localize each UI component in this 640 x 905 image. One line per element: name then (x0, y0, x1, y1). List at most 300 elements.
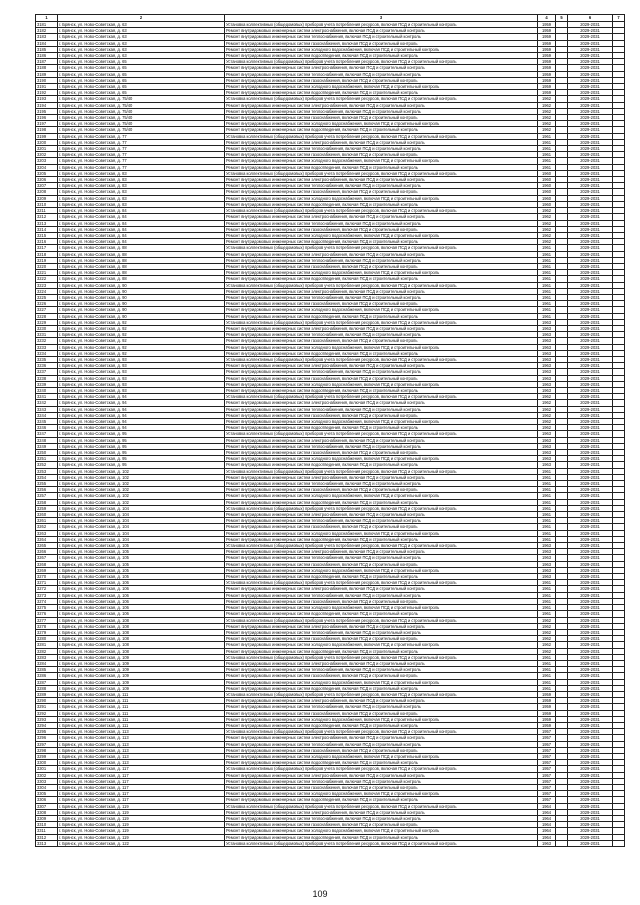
row-number-cell: 3237 (36, 369, 58, 375)
year-cell: 1959 (538, 716, 556, 722)
period-cell: 2029-2031 (568, 481, 613, 487)
address-cell: г. Брянск, ул. Ново-Советская, д. 104 (58, 512, 225, 518)
work-type-cell: Ремонт внутридомовых инженерных систем водоотведения, включая ПСД и строительный контроль (225, 425, 538, 431)
work-type-cell: Ремонт внутридомовых инженерных систем электроснабжения, включая ПСД и строительный контроль (225, 772, 538, 778)
year-cell: 1963 (538, 369, 556, 375)
row-number-cell: 3250 (36, 450, 58, 456)
row-number-cell: 3264 (36, 536, 58, 542)
address-cell: г. Брянск, ул. Ново-Советская, д. 77 (58, 146, 225, 152)
work-type-cell: Ремонт внутридомовых инженерных систем водоотведения, включая ПСД и строительный контроль (225, 90, 538, 96)
work-type-cell: Ремонт внутридомовых инженерных систем электроснабжения, включая ПСД и строительный контроль (225, 214, 538, 220)
year-cell: 1960 (538, 170, 556, 176)
work-type-cell: Ремонт внутридомовых инженерных систем холодного водоснабжения, включая ПСД и строительный контроль (225, 419, 538, 425)
work-type-cell: Ремонт внутридомовых инженерных систем холодного водоснабжения, включая ПСД и строительный контроль (225, 567, 538, 573)
year-cell: 1963 (538, 319, 556, 325)
year-cell: 1957 (538, 747, 556, 753)
year-cell: 1959 (538, 59, 556, 65)
work-type-cell: Ремонт внутридомовых инженерных систем водоотведения, включая ПСД и строительный контроль (225, 536, 538, 542)
work-type-cell: Ремонт внутридомовых инженерных систем теплоснабжения, включая ПСД и строительный контроль (225, 518, 538, 524)
address-cell: г. Брянск, ул. Ново-Советская, д. 65 (58, 90, 225, 96)
work-type-cell: Установка коллективных (общедомовых) приборов учета потребления ресурсов, включая ПСД и строительный контроль (225, 580, 538, 586)
table-header (36, 15, 625, 22)
row-number-cell: 3219 (36, 257, 58, 263)
period-cell: 2029-2031 (568, 753, 613, 759)
period-cell: 2029-2031 (568, 46, 613, 52)
year-cell: 1961 (538, 592, 556, 598)
address-cell: г. Брянск, ул. Ново-Советская, д. 65 (58, 59, 225, 65)
address-cell: г. Брянск, ул. Ново-Советская, д. 108 (58, 617, 225, 623)
year-cell: 1961 (538, 605, 556, 611)
row-number-cell: 3194 (36, 102, 58, 108)
year-cell: 1961 (538, 512, 556, 518)
address-cell: г. Брянск, ул. Ново-Советская, д. 105 (58, 574, 225, 580)
address-cell: г. Брянск, ул. Ново-Советская, д. 106 (58, 592, 225, 598)
year-cell: 1962 (538, 406, 556, 412)
year-cell: 1961 (538, 536, 556, 542)
period-cell: 2029-2031 (568, 784, 613, 790)
year-cell: 1961 (538, 611, 556, 617)
period-cell: 2029-2031 (568, 623, 613, 629)
row-number-cell: 3297 (36, 741, 58, 747)
period-cell: 2029-2031 (568, 636, 613, 642)
row-number-cell: 3273 (36, 592, 58, 598)
address-cell: г. Брянск, ул. Ново-Советская, д. 83 (58, 183, 225, 189)
table-row (36, 840, 625, 846)
period-cell: 2029-2031 (568, 766, 613, 772)
work-type-cell: Ремонт внутридомовых инженерных систем газоснабжения, включая ПСД и строительный контроль (225, 450, 538, 456)
year-cell: 1963 (538, 543, 556, 549)
work-type-cell: Ремонт внутридомовых инженерных систем электроснабжения, включая ПСД и строительный контроль (225, 177, 538, 183)
period-cell: 2029-2031 (568, 543, 613, 549)
year-cell: 1962 (538, 623, 556, 629)
row-number-cell: 3306 (36, 797, 58, 803)
row-number-cell: 3231 (36, 332, 58, 338)
period-cell: 2029-2031 (568, 102, 613, 108)
period-cell: 2029-2031 (568, 524, 613, 530)
row-number-cell: 3246 (36, 425, 58, 431)
period-cell: 2029-2031 (568, 313, 613, 319)
address-cell: г. Брянск, ул. Ново-Советская, д. 93 (58, 369, 225, 375)
period-cell: 2029-2031 (568, 133, 613, 139)
row-number-cell: 3249 (36, 443, 58, 449)
year-cell: 1961 (538, 301, 556, 307)
row-number-cell: 3312 (36, 834, 58, 840)
row-number-cell: 3195 (36, 108, 58, 114)
address-cell: г. Брянск, ул. Ново-Советская, д. 83 (58, 189, 225, 195)
address-cell: г. Брянск, ул. Ново-Советская, д. 108 (58, 629, 225, 635)
work-type-cell: Ремонт внутридомовых инженерных систем водоотведения, включая ПСД и строительный контроль (225, 387, 538, 393)
work-type-cell: Ремонт внутридомовых инженерных систем водоотведения, включая ПСД и строительный контроль (225, 350, 538, 356)
work-type-cell: Ремонт внутридомовых инженерных систем теплоснабжения, включая ПСД и строительный контроль (225, 555, 538, 561)
period-cell: 2029-2031 (568, 505, 613, 511)
row-number-cell: 3298 (36, 747, 58, 753)
address-cell: г. Брянск, ул. Ново-Советская, д. 65 (58, 77, 225, 83)
work-type-cell: Ремонт внутридомовых инженерных систем холодного водоснабжения, включая ПСД и строительный контроль (225, 195, 538, 201)
work-type-cell: Ремонт внутридомовых инженерных систем холодного водоснабжения, включая ПСД и строительный контроль (225, 605, 538, 611)
year-cell: 1962 (538, 208, 556, 214)
year-cell: 1962 (538, 214, 556, 220)
address-cell: г. Брянск, ул. Ново-Советская, д. 77 (58, 152, 225, 158)
year-cell: 1959 (538, 53, 556, 59)
work-type-cell: Ремонт внутридомовых инженерных систем водоотведения, включая ПСД и строительный контроль (225, 276, 538, 282)
period-cell: 2029-2031 (568, 512, 613, 518)
row-number-cell: 3191 (36, 84, 58, 90)
year-cell: 1962 (538, 425, 556, 431)
period-cell: 2029-2031 (568, 797, 613, 803)
period-cell: 2029-2031 (568, 828, 613, 834)
row-number-cell: 3209 (36, 195, 58, 201)
work-type-cell: Ремонт внутридомовых инженерных систем электроснабжения, включая ПСД и строительный контроль (225, 400, 538, 406)
row-number-cell: 3214 (36, 226, 58, 232)
address-cell: г. Брянск, ул. Ново-Советская, д. 117 (58, 766, 225, 772)
row-number-cell: 3245 (36, 419, 58, 425)
year-cell: 1964 (538, 803, 556, 809)
period-cell: 2029-2031 (568, 487, 613, 493)
period-cell: 2029-2031 (568, 282, 613, 288)
address-cell: г. Брянск, ул. Ново-Советская, д. 75/40 (58, 127, 225, 133)
row-number-cell: 3293 (36, 716, 58, 722)
row-number-cell: 3225 (36, 294, 58, 300)
period-cell: 2029-2031 (568, 294, 613, 300)
address-cell: г. Брянск, ул. Ново-Советская, д. 106 (58, 598, 225, 604)
register-table-container (35, 14, 624, 847)
address-cell: г. Брянск, ул. Ново-Советская, д. 109 (58, 654, 225, 660)
work-type-cell: Ремонт внутридомовых инженерных систем теплоснабжения, включая ПСД и строительный контроль (225, 629, 538, 635)
work-type-cell: Ремонт внутридомовых инженерных систем электроснабжения, включая ПСД и строительный контроль (225, 251, 538, 257)
row-number-cell: 3292 (36, 710, 58, 716)
address-cell: г. Брянск, ул. Ново-Советская, д. 92 (58, 350, 225, 356)
address-cell: г. Брянск, ул. Ново-Советская, д. 65 (58, 84, 225, 90)
year-cell: 1961 (538, 518, 556, 524)
period-cell: 2029-2031 (568, 803, 613, 809)
year-cell: 1963 (538, 555, 556, 561)
address-cell: г. Брянск, ул. Ново-Советская, д. 102 (58, 474, 225, 480)
work-type-cell: Установка коллективных (общедомовых) приборов учета потребления ресурсов, включая ПСД и строительный контроль (225, 96, 538, 102)
work-type-cell: Установка коллективных (общедомовых) приборов учета потребления ресурсов, включая ПСД и строительный контроль (225, 22, 538, 28)
period-cell: 2029-2031 (568, 673, 613, 679)
address-cell: г. Брянск, ул. Ново-Советская, д. 95 (58, 450, 225, 456)
work-type-cell: Ремонт внутридомовых инженерных систем электроснабжения, включая ПСД и строительный контроль (225, 28, 538, 34)
period-cell: 2029-2031 (568, 710, 613, 716)
address-cell: г. Брянск, ул. Ново-Советская, д. 119 (58, 822, 225, 828)
row-number-cell: 3187 (36, 59, 58, 65)
address-cell: г. Брянск, ул. Ново-Советская, д. 95 (58, 431, 225, 437)
period-cell: 2029-2031 (568, 772, 613, 778)
work-type-cell: Установка коллективных (общедомовых) приборов учета потребления ресурсов, включая ПСД и строительный контроль (225, 468, 538, 474)
year-cell: 1962 (538, 419, 556, 425)
period-cell: 2029-2031 (568, 307, 613, 313)
row-number-cell: 3229 (36, 319, 58, 325)
address-cell: г. Брянск, ул. Ново-Советская, д. 119 (58, 803, 225, 809)
work-type-cell: Ремонт внутридомовых инженерных систем теплоснабжения, включая ПСД и строительный контроль (225, 294, 538, 300)
period-cell: 2029-2031 (568, 747, 613, 753)
work-type-cell: Ремонт внутридомовых инженерных систем газоснабжения, включая ПСД и строительный контроль (225, 152, 538, 158)
year-cell: 1961 (538, 505, 556, 511)
work-type-cell: Ремонт внутридомовых инженерных систем холодного водоснабжения, включая ПСД и строительный контроль (225, 493, 538, 499)
year-cell: 1961 (538, 294, 556, 300)
period-cell: 2029-2031 (568, 493, 613, 499)
row-number-cell: 3241 (36, 394, 58, 400)
column-5-cell (556, 840, 568, 846)
year-cell: 1964 (538, 809, 556, 815)
address-cell: г. Брянск, ул. Ново-Советская, д. 95 (58, 462, 225, 468)
row-number-cell: 3283 (36, 654, 58, 660)
year-cell: 1961 (538, 667, 556, 673)
address-cell: г. Брянск, ул. Ново-Советская, д. 117 (58, 791, 225, 797)
period-cell: 2029-2031 (568, 158, 613, 164)
row-number-cell: 3282 (36, 648, 58, 654)
year-cell: 1963 (538, 549, 556, 555)
row-number-cell: 3277 (36, 617, 58, 623)
work-type-cell: Ремонт внутридомовых инженерных систем электроснабжения, включая ПСД и строительный контроль (225, 437, 538, 443)
row-number-cell: 3189 (36, 71, 58, 77)
address-cell: г. Брянск, ул. Ново-Советская, д. 88 (58, 251, 225, 257)
work-type-cell: Ремонт внутридомовых инженерных систем холодного водоснабжения, включая ПСД и строительный контроль (225, 642, 538, 648)
year-cell: 1957 (538, 772, 556, 778)
row-number-cell: 3310 (36, 822, 58, 828)
address-cell: г. Брянск, ул. Ново-Советская, д. 105 (58, 561, 225, 567)
work-type-cell: Ремонт внутридомовых инженерных систем холодного водоснабжения, включая ПСД и строительный контроль (225, 46, 538, 52)
address-cell: г. Брянск, ул. Ново-Советская, д. 93 (58, 356, 225, 362)
year-cell: 1959 (538, 722, 556, 728)
period-cell: 2029-2031 (568, 177, 613, 183)
row-number-cell: 3284 (36, 660, 58, 666)
work-type-cell: Ремонт внутридомовых инженерных систем газоснабжения, включая ПСД и строительный контроль (225, 561, 538, 567)
address-cell: г. Брянск, ул. Ново-Советская, д. 77 (58, 133, 225, 139)
work-type-cell: Ремонт внутридомовых инженерных систем газоснабжения, включая ПСД и строительный контроль (225, 598, 538, 604)
period-cell: 2029-2031 (568, 660, 613, 666)
address-cell: г. Брянск, ул. Ново-Советская, д. 83 (58, 201, 225, 207)
row-number-cell: 3309 (36, 816, 58, 822)
year-cell: 1959 (538, 691, 556, 697)
year-cell: 1963 (538, 567, 556, 573)
address-cell: г. Брянск, ул. Ново-Советская, д. 92 (58, 344, 225, 350)
period-cell: 2029-2031 (568, 456, 613, 462)
address-cell: г. Брянск, ул. Ново-Советская, д. 113 (58, 735, 225, 741)
row-number-cell: 3208 (36, 189, 58, 195)
row-number-cell: 3269 (36, 567, 58, 573)
year-cell: 1963 (538, 840, 556, 846)
address-cell: г. Брянск, ул. Ново-Советская, д. 90 (58, 294, 225, 300)
address-cell: г. Брянск, ул. Ново-Советская, д. 105 (58, 555, 225, 561)
year-cell: 1959 (538, 698, 556, 704)
address-cell: г. Брянск, ул. Ново-Советская, д. 95 (58, 437, 225, 443)
address-cell: г. Брянск, ул. Ново-Советская, д. 104 (58, 536, 225, 542)
work-type-cell: Ремонт внутридомовых инженерных систем холодного водоснабжения, включая ПСД и строительный контроль (225, 753, 538, 759)
row-number-cell: 3235 (36, 356, 58, 362)
address-cell: г. Брянск, ул. Ново-Советская, д. 102 (58, 468, 225, 474)
address-cell: г. Брянск, ул. Ново-Советская, д. 83 (58, 170, 225, 176)
period-cell: 2029-2031 (568, 245, 613, 251)
period-cell: 2029-2031 (568, 406, 613, 412)
year-cell: 1961 (538, 530, 556, 536)
row-number-cell: 3270 (36, 574, 58, 580)
work-type-cell: Установка коллективных (общедомовых) приборов учета потребления ресурсов, включая ПСД и строительный контроль (225, 691, 538, 697)
row-number-cell: 3276 (36, 611, 58, 617)
period-cell: 2029-2031 (568, 28, 613, 34)
period-cell: 2029-2031 (568, 567, 613, 573)
year-cell: 1962 (538, 102, 556, 108)
address-cell: г. Брянск, ул. Ново-Советская, д. 65 (58, 71, 225, 77)
work-type-cell: Ремонт внутридомовых инженерных систем холодного водоснабжения, включая ПСД и строительный контроль (225, 791, 538, 797)
period-cell: 2029-2031 (568, 183, 613, 189)
year-cell: 1962 (538, 412, 556, 418)
year-cell: 1962 (538, 648, 556, 654)
work-type-cell: Ремонт внутридомовых инженерных систем газоснабжения, включая ПСД и строительный контроль (225, 636, 538, 642)
work-type-cell: Ремонт внутридомовых инженерных систем теплоснабжения, включая ПСД и строительный контроль (225, 778, 538, 784)
year-cell: 1959 (538, 46, 556, 52)
year-cell: 1959 (538, 65, 556, 71)
row-number-cell: 3206 (36, 177, 58, 183)
period-cell: 2029-2031 (568, 679, 613, 685)
address-cell: г. Брянск, ул. Ново-Советская, д. 75/40 (58, 121, 225, 127)
work-type-cell: Ремонт внутридомовых инженерных систем газоснабжения, включая ПСД и строительный контроль (225, 338, 538, 344)
year-cell: 1962 (538, 121, 556, 127)
work-type-cell: Ремонт внутридомовых инженерных систем водоотведения, включая ПСД и строительный контроль (225, 648, 538, 654)
period-cell: 2029-2031 (568, 251, 613, 257)
year-cell: 1961 (538, 499, 556, 505)
year-cell: 1957 (538, 766, 556, 772)
year-cell: 1963 (538, 325, 556, 331)
work-type-cell: Установка коллективных (общедомовых) приборов учета потребления ресурсов, включая ПСД и строительный контроль (225, 282, 538, 288)
row-number-cell: 3242 (36, 400, 58, 406)
year-cell: 1963 (538, 387, 556, 393)
work-type-cell: Ремонт внутридомовых инженерных систем газоснабжения, включая ПСД и строительный контроль (225, 301, 538, 307)
period-cell: 2029-2031 (568, 425, 613, 431)
address-cell: г. Брянск, ул. Ново-Советская, д. 95 (58, 443, 225, 449)
work-type-cell: Ремонт внутридомовых инженерных систем электроснабжения, включая ПСД и строительный контроль (225, 139, 538, 145)
row-number-cell: 3290 (36, 698, 58, 704)
period-cell: 2029-2031 (568, 208, 613, 214)
address-cell: г. Брянск, ул. Ново-Советская, д. 84 (58, 220, 225, 226)
period-cell: 2029-2031 (568, 561, 613, 567)
period-cell: 2029-2031 (568, 598, 613, 604)
year-cell: 1964 (538, 834, 556, 840)
work-type-cell: Ремонт внутридомовых инженерных систем газоснабжения, включая ПСД и строительный контроль (225, 263, 538, 269)
period-cell: 2029-2031 (568, 53, 613, 59)
period-cell: 2029-2031 (568, 77, 613, 83)
year-cell: 1961 (538, 270, 556, 276)
year-cell: 1957 (538, 729, 556, 735)
work-type-cell: Ремонт внутридомовых инженерных систем теплоснабжения, включая ПСД и строительный контроль (225, 71, 538, 77)
page-number: 109 (312, 889, 328, 899)
work-type-cell: Ремонт внутридомовых инженерных систем электроснабжения, включая ПСД и строительный контроль (225, 698, 538, 704)
year-cell: 1959 (538, 84, 556, 90)
work-type-cell: Ремонт внутридомовых инженерных систем теплоснабжения, включая ПСД и строительный контроль (225, 369, 538, 375)
row-number-cell: 3243 (36, 406, 58, 412)
year-cell: 1964 (538, 822, 556, 828)
period-cell: 2029-2031 (568, 257, 613, 263)
address-cell: г. Брянск, ул. Ново-Советская, д. 94 (58, 419, 225, 425)
work-type-cell: Ремонт внутридомовых инженерных систем газоснабжения, включая ПСД и строительный контроль (225, 487, 538, 493)
row-number-cell: 3182 (36, 28, 58, 34)
row-number-cell: 3226 (36, 301, 58, 307)
work-type-cell: Ремонт внутридомовых инженерных систем теплоснабжения, включая ПСД и строительный контроль (225, 816, 538, 822)
work-type-cell: Ремонт внутридомовых инженерных систем теплоснабжения, включая ПСД и строительный контроль (225, 481, 538, 487)
work-type-cell: Установка коллективных (общедомовых) приборов учета потребления ресурсов, включая ПСД и строительный контроль (225, 803, 538, 809)
work-type-cell: Ремонт внутридомовых инженерных систем теплоснабжения, включая ПСД и строительный контроль (225, 406, 538, 412)
year-cell: 1962 (538, 394, 556, 400)
address-cell: г. Брянск, ул. Ново-Советская, д. 90 (58, 307, 225, 313)
period-cell: 2029-2031 (568, 276, 613, 282)
year-cell: 1960 (538, 195, 556, 201)
year-cell: 1961 (538, 251, 556, 257)
work-type-cell: Установка коллективных (общедомовых) приборов учета потребления ресурсов, включая ПСД и строительный контроль (225, 766, 538, 772)
period-cell: 2029-2031 (568, 605, 613, 611)
work-type-cell: Ремонт внутридомовых инженерных систем газоснабжения, включая ПСД и строительный контроль (225, 747, 538, 753)
year-cell: 1957 (538, 753, 556, 759)
year-cell: 1963 (538, 350, 556, 356)
period-cell: 2029-2031 (568, 263, 613, 269)
row-number-cell: 3259 (36, 505, 58, 511)
address-cell: г. Брянск, ул. Ново-Советская, д. 84 (58, 239, 225, 245)
address-cell: г. Брянск, ул. Ново-Советская, д. 117 (58, 784, 225, 790)
work-type-cell: Ремонт внутридомовых инженерных систем водоотведения, включая ПСД и строительный контроль (225, 462, 538, 468)
period-cell: 2029-2031 (568, 146, 613, 152)
header-cell-7: 7 (613, 15, 625, 22)
period-cell: 2029-2031 (568, 586, 613, 592)
row-number-cell: 3302 (36, 772, 58, 778)
address-cell: г. Брянск, ул. Ново-Советская, д. 93 (58, 375, 225, 381)
period-cell: 2029-2031 (568, 431, 613, 437)
address-cell: г. Брянск, ул. Ново-Советская, д. 65 (58, 65, 225, 71)
period-cell: 2029-2031 (568, 834, 613, 840)
work-type-cell: Ремонт внутридомовых инженерных систем холодного водоснабжения, включая ПСД и строительный контроль (225, 270, 538, 276)
period-cell: 2029-2031 (568, 394, 613, 400)
row-number-cell: 3265 (36, 543, 58, 549)
period-cell: 2029-2031 (568, 356, 613, 362)
period-cell: 2029-2031 (568, 809, 613, 815)
period-cell: 2029-2031 (568, 722, 613, 728)
period-cell: 2029-2031 (568, 40, 613, 46)
row-number-cell: 3236 (36, 363, 58, 369)
row-number-cell: 3271 (36, 580, 58, 586)
address-cell: г. Брянск, ул. Ново-Советская, д. 77 (58, 164, 225, 170)
row-number-cell: 3184 (36, 40, 58, 46)
year-cell: 1961 (538, 685, 556, 691)
address-cell: г. Брянск, ул. Ново-Советская, д. 63 (58, 34, 225, 40)
work-type-cell: Ремонт внутридомовых инженерных систем водоотведения, включая ПСД и строительный контроль (225, 164, 538, 170)
work-type-cell: Ремонт внутридомовых инженерных систем холодного водоснабжения, включая ПСД и строительный контроль (225, 232, 538, 238)
year-cell: 1957 (538, 741, 556, 747)
row-number-cell: 3274 (36, 598, 58, 604)
work-type-cell: Ремонт внутридомовых инженерных систем водоотведения, включая ПСД и строительный контроль (225, 611, 538, 617)
period-cell: 2029-2031 (568, 195, 613, 201)
address-cell: г. Брянск, ул. Ново-Советская, д. 84 (58, 208, 225, 214)
year-cell: 1959 (538, 77, 556, 83)
year-cell: 1961 (538, 152, 556, 158)
year-cell: 1959 (538, 704, 556, 710)
period-cell: 2029-2031 (568, 617, 613, 623)
year-cell: 1963 (538, 456, 556, 462)
year-cell: 1961 (538, 139, 556, 145)
year-cell: 1962 (538, 239, 556, 245)
work-type-cell: Ремонт внутридомовых инженерных систем водоотведения, включая ПСД и строительный контроль (225, 834, 538, 840)
address-cell: г. Брянск, ул. Ново-Советская, д. 106 (58, 580, 225, 586)
row-number-cell: 3267 (36, 555, 58, 561)
year-cell: 1962 (538, 232, 556, 238)
row-number-cell: 3275 (36, 605, 58, 611)
year-cell: 1964 (538, 828, 556, 834)
work-type-cell: Ремонт внутридомовых инженерных систем водоотведения, включая ПСД и строительный контроль (225, 53, 538, 59)
period-cell: 2029-2031 (568, 325, 613, 331)
period-cell: 2029-2031 (568, 822, 613, 828)
row-number-cell: 3301 (36, 766, 58, 772)
year-cell: 1957 (538, 778, 556, 784)
row-number-cell: 3256 (36, 487, 58, 493)
period-cell: 2029-2031 (568, 301, 613, 307)
period-cell: 2029-2031 (568, 108, 613, 114)
